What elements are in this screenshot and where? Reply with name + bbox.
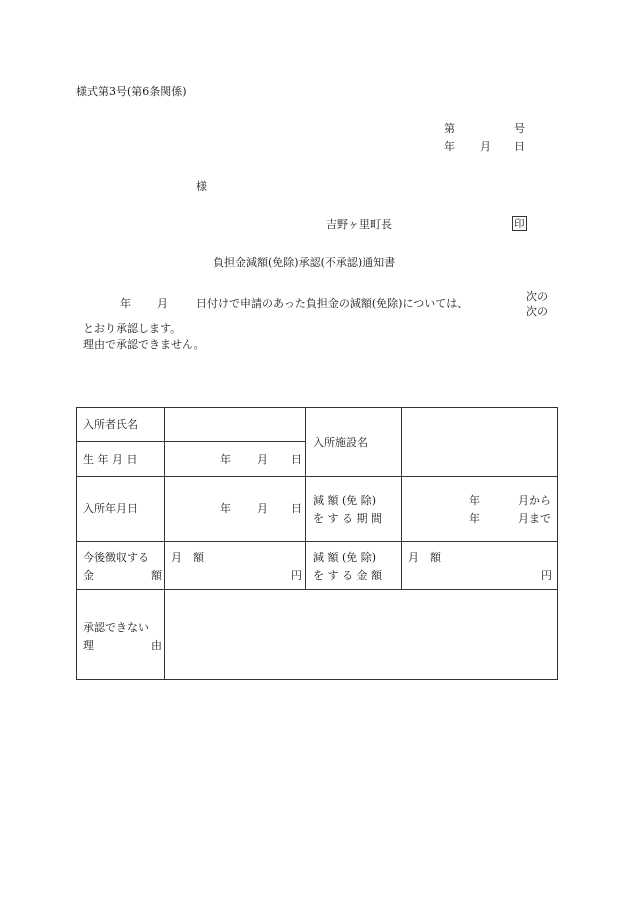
entry-date-label: 入所年月日 bbox=[83, 502, 138, 515]
period-end-month: 月まで bbox=[518, 512, 551, 525]
body-month: 月 bbox=[157, 297, 168, 310]
cell-reason-value bbox=[165, 590, 558, 680]
cell-future-amount-value bbox=[165, 542, 306, 590]
cell-birth-date-label bbox=[77, 442, 165, 477]
header-date-year: 年 bbox=[444, 140, 455, 153]
cell-entry-date-value bbox=[165, 477, 306, 542]
reduction-amount-label-2: を す る 金 額 bbox=[313, 569, 382, 582]
entry-day: 日 bbox=[291, 502, 302, 515]
period-end-year: 年 bbox=[469, 512, 480, 525]
resident-name-label: 入所者氏名 bbox=[83, 418, 138, 431]
future-amount-label-2b: 額 bbox=[151, 569, 162, 582]
reduction-period-label-1: 減 額 (免 除) bbox=[313, 494, 377, 507]
cell-reduction-period-label bbox=[306, 477, 402, 542]
period-start-month: 月から bbox=[518, 494, 551, 507]
body-text-main: 日付けで申請のあった負担金の減額(免除)については、 bbox=[196, 297, 469, 310]
facility-name-label: 入所施設名 bbox=[313, 436, 368, 449]
birth-month: 月 bbox=[257, 453, 268, 466]
cell-future-amount-label bbox=[77, 542, 165, 590]
body-year: 年 bbox=[120, 297, 131, 310]
reason-label-2a: 理 bbox=[83, 639, 94, 652]
cell-facility-name-label bbox=[306, 408, 402, 477]
cell-reduction-period-value bbox=[402, 477, 558, 542]
birth-date-label: 生 年 月 日 bbox=[83, 453, 138, 466]
cell-resident-name-label bbox=[77, 408, 165, 442]
header-date-month: 月 bbox=[480, 140, 491, 153]
future-yen: 円 bbox=[291, 569, 302, 582]
document-title: 負担金減額(免除)承認(不承認)通知書 bbox=[213, 256, 396, 269]
body-alt-top: 次の bbox=[526, 290, 548, 303]
cell-facility-name-value bbox=[402, 408, 558, 477]
entry-year: 年 bbox=[220, 502, 231, 515]
reason-label-2b: 由 bbox=[151, 639, 162, 652]
future-amount-label-1: 今後徴収する bbox=[83, 551, 149, 564]
form-id: 様式第3号(第6条関係) bbox=[76, 85, 187, 98]
reduction-monthly-label: 月 額 bbox=[408, 551, 441, 564]
cell-reduction-amount-value bbox=[402, 542, 558, 590]
body-line-reject: 理由で承認できません。 bbox=[83, 338, 205, 351]
body-line-approve: とおり承認します。 bbox=[83, 322, 182, 335]
entry-month: 月 bbox=[257, 502, 268, 515]
period-start-year: 年 bbox=[469, 494, 480, 507]
issuer-name: 吉野ヶ里町長 bbox=[326, 218, 392, 231]
birth-year: 年 bbox=[220, 453, 231, 466]
header-date-day: 日 bbox=[514, 140, 525, 153]
seal-mark: 印 bbox=[514, 218, 525, 230]
birth-day: 日 bbox=[291, 453, 302, 466]
reason-label-1: 承認できない bbox=[83, 621, 149, 634]
number-dai: 第 bbox=[444, 122, 455, 135]
future-amount-label-2a: 金 bbox=[83, 569, 94, 582]
notice-form-table bbox=[76, 407, 558, 680]
cell-resident-name-value bbox=[165, 408, 306, 442]
cell-entry-date-label bbox=[77, 477, 165, 542]
cell-reduction-amount-label bbox=[306, 542, 402, 590]
cell-birth-date-value bbox=[165, 442, 306, 477]
addressee-sama: 様 bbox=[196, 180, 207, 193]
reduction-amount-label-1: 減 額 (免 除) bbox=[313, 551, 377, 564]
number-go: 号 bbox=[514, 122, 525, 135]
body-alt-bottom: 次の bbox=[526, 305, 548, 318]
reduction-yen: 円 bbox=[541, 569, 552, 582]
cell-reason-label bbox=[77, 590, 165, 680]
future-monthly-label: 月 額 bbox=[171, 551, 204, 564]
reduction-period-label-2: を す る 期 間 bbox=[313, 512, 382, 525]
